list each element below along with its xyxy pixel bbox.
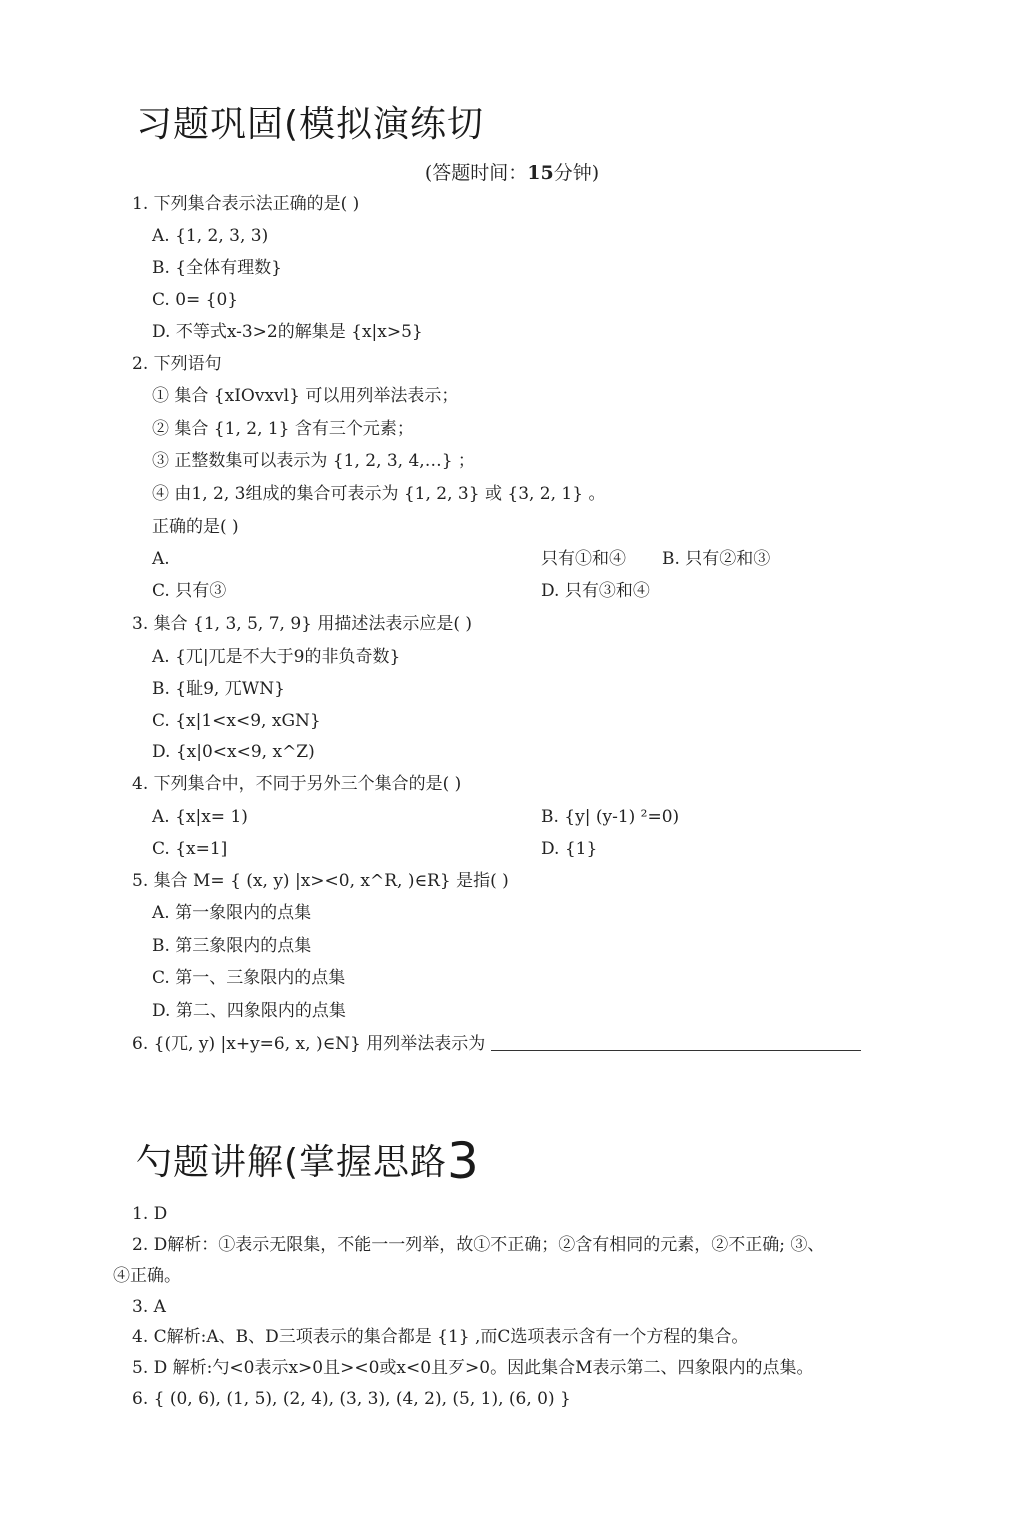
q1-option-a: A. {1, 2, 3, 3) <box>152 226 269 246</box>
q4-option-c: C. {x=1] <box>152 839 228 859</box>
section-heading-explanation-number: 3 <box>447 1132 480 1190</box>
answer-line: 4. C解析:A、B、D三项表示的集合都是 {1} ,而C选项表示含有一个方程的集合。 <box>132 1327 749 1347</box>
time-note-pre: (答题时间： <box>424 162 528 184</box>
q5-stem: 5. 集合 M= { (x, y) |x><0, x^R, )∈R} 是指( ) <box>132 871 509 891</box>
q2-statement-3: ③ 正整数集可以表示为 {1, 2, 3, 4,…} ； <box>152 451 475 471</box>
answer-line: 3. A <box>132 1297 166 1317</box>
q2-option-d: D. 只有③和④ <box>541 581 650 601</box>
section-heading-explanation-text: 勺题讲解(掌握思路 <box>136 1142 448 1183</box>
q5-option-d: D. 第二、四象限内的点集 <box>152 1001 346 1021</box>
q1-option-b: B. {全体有理数} <box>152 258 282 278</box>
q2-option-a-label: A. <box>152 549 170 569</box>
q5-option-b: B. 第三象限内的点集 <box>152 936 312 956</box>
section-heading-practice: 习题巩固(模拟演练切 <box>136 104 485 145</box>
q2-ask: 正确的是( ) <box>152 517 239 537</box>
q2-option-b: B. 只有②和③ <box>662 549 771 569</box>
q3-option-c: C. {x|1<x<9, xGN} <box>152 711 321 731</box>
q6-answer-blank <box>491 1034 861 1051</box>
answer-line: ④正确。 <box>113 1266 181 1286</box>
q2-statement-2: ② 集合 {1, 2, 1} 含有三个元素； <box>152 419 414 439</box>
q4-option-b: B. {y| (y-1) ²=0) <box>541 807 680 827</box>
answer-line: 6. { (0, 6), (1, 5), (2, 4), (3, 3), (4, 2), (5, 1), (6, 0) } <box>132 1389 571 1409</box>
answer-line: 5. D 解析:勺<0表示x>0且><0或x<0且歹>0。因此集合M表示第二、四象限内的点集。 <box>132 1358 814 1378</box>
q6-stem-text: 6. {(兀, y) |x+y=6, x, )∈N} 用列举法表示为 <box>132 1034 486 1054</box>
q2-option-a-text: 只有①和④ <box>541 549 626 569</box>
answer-line: 2. D解析：①表示无限集，不能一一列举，故①不正确；②含有相同的元素，②不正确; ③、 <box>132 1235 825 1255</box>
q5-option-a: A. 第一象限内的点集 <box>152 903 312 923</box>
q1-option-d: D. 不等式x-3>2的解集是 {x|x>5} <box>152 322 423 342</box>
answer-line: 1. D <box>132 1204 168 1224</box>
q4-option-d: D. {1} <box>541 839 598 859</box>
q1-stem: 1. 下列集合表示法正确的是( ) <box>132 194 360 214</box>
q4-stem: 4. 下列集合中，不同于另外三个集合的是( ) <box>132 774 462 794</box>
q1-option-c: C. 0= {0} <box>152 290 239 310</box>
q2-statement-4: ④ 由1, 2, 3组成的集合可表示为 {1, 2, 3} 或 {3, 2, 1} 。 <box>152 484 606 504</box>
q2-statement-1: ① 集合 {xIOvxvl} 可以用列举法表示； <box>152 386 459 406</box>
time-note <box>0 158 1024 185</box>
q5-option-c: C. 第一、三象限内的点集 <box>152 968 346 988</box>
q6-stem <box>132 1033 861 1055</box>
time-note-post: 分钟) <box>553 162 600 184</box>
time-note-number: 15 <box>527 162 554 184</box>
q2-stem: 2. 下列语句 <box>132 354 222 374</box>
q3-stem: 3. 集合 {1, 3, 5, 7, 9} 用描述法表示应是( ) <box>132 614 473 634</box>
q2-option-c: C. 只有③ <box>152 581 227 601</box>
q3-option-b: B. {耻9, 兀WN} <box>152 679 285 699</box>
q4-option-a: A. {x|x= 1) <box>152 807 248 827</box>
q3-option-a: A. {兀|兀是不大于9的非负奇数} <box>152 647 401 667</box>
q3-option-d: D. {x|0<x<9, x^Z) <box>152 742 315 762</box>
section-heading-explanation <box>136 1132 480 1190</box>
